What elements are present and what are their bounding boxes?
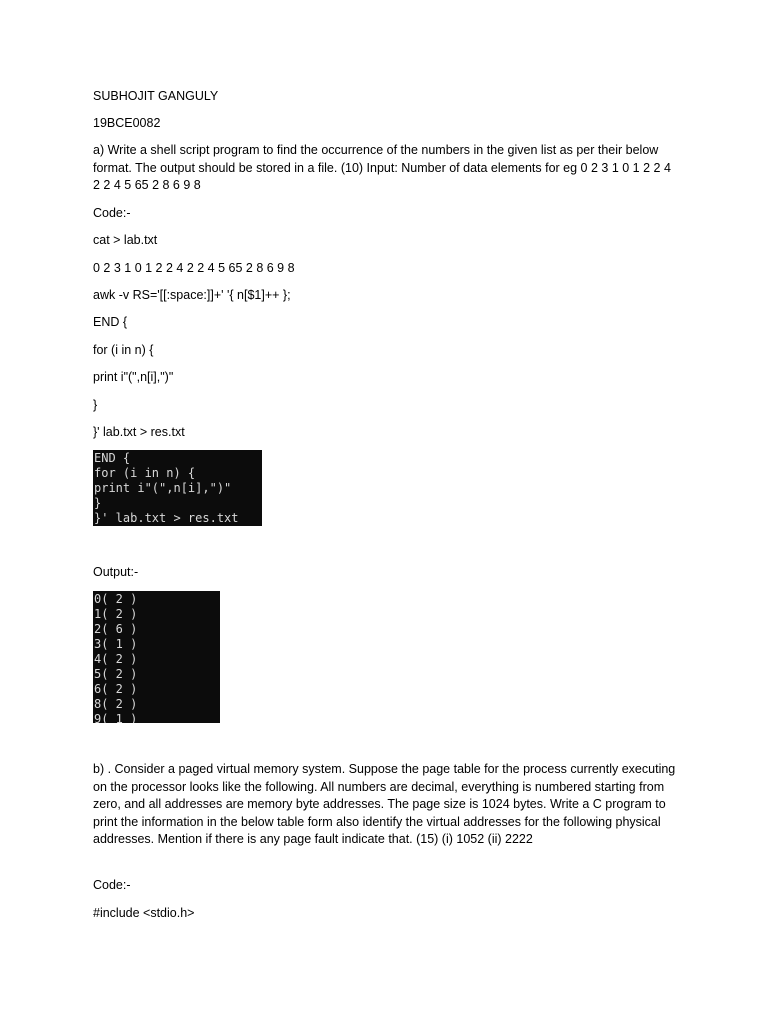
terminal-line: 5( 2 ) (94, 667, 138, 681)
terminal-line: print i"(",n[i],")" (94, 481, 232, 495)
terminal-line: for (i in n) { (94, 466, 196, 480)
question-a: a) Write a shell script program to find the occurrence of the numbers in the given list as per their below format. The output should be stored in a file. (10) Input: Number of data elements for eg 0 2 3 1 0 1 2 2 4 2 2 4 5 65 2 8 6 9 8 (93, 143, 671, 192)
include-line: #include <stdio.h> (93, 906, 195, 920)
code-line: for (i in n) { (93, 343, 154, 357)
code-line: } (93, 398, 98, 412)
terminal-line: 9( 1 ) (94, 712, 138, 723)
registration-number: 19BCE0082 (93, 116, 161, 130)
code-line: END { (93, 315, 128, 329)
terminal-line: 0( 2 ) (94, 592, 138, 606)
code-label-b: Code:- (93, 878, 131, 892)
terminal-output-screenshot (93, 591, 220, 723)
code-line: 0 2 3 1 0 1 2 2 4 2 2 4 5 65 2 8 6 9 8 (93, 261, 295, 275)
code-line: print i"(",n[i],")" (93, 370, 174, 384)
terminal-line: END { (94, 451, 131, 465)
terminal-line: } (94, 496, 102, 510)
terminal-line: 2( 6 ) (94, 622, 138, 636)
code-line: cat > lab.txt (93, 233, 158, 247)
code-label-a: Code:- (93, 206, 131, 220)
terminal-line: 1( 2 ) (94, 607, 138, 621)
terminal-code-screenshot (93, 450, 262, 526)
question-b: b) . Consider a paged virtual memory system. Suppose the page table for the process currently executing on the processor looks like the following. All numbers are decimal, everything is numbered starting from zero, and all addresses are memory byte addresses. The page size is 1024 bytes. Write a C program to print the information in the below table form also identify the virtual addresses for the following physical addresses. Mention if there is any page fault indicate that. (15) (i) 1052 (ii) 2222 (93, 762, 676, 846)
terminal-line: 8( 2 ) (94, 697, 138, 711)
output-label: Output:- (93, 565, 139, 579)
terminal-line: 3( 1 ) (94, 637, 138, 651)
terminal-line: }' lab.txt > res.txt (94, 511, 239, 525)
terminal-line: 4( 2 ) (94, 652, 138, 666)
code-line: }' lab.txt > res.txt (93, 425, 185, 439)
code-line: awk -v RS='[[:space:]]+' '{ n[$1]++ }; (93, 288, 291, 302)
author-name: SUBHOJIT GANGULY (93, 89, 219, 103)
terminal-line: 6( 2 ) (94, 682, 138, 696)
